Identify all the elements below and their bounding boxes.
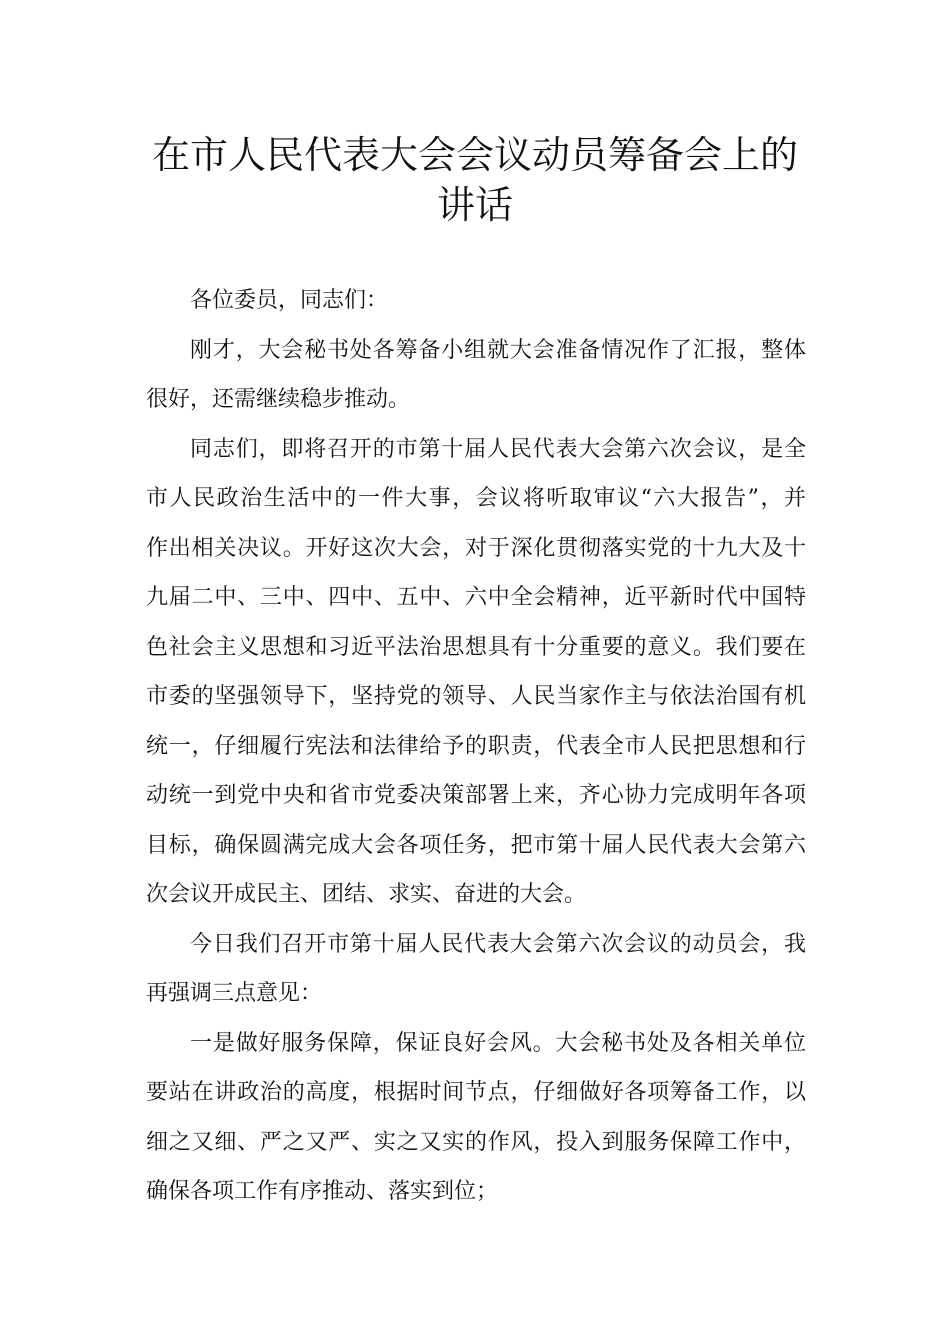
body-line: 作出相关决议。开好这次大会，对于深化贯彻落实党的十九大及十 bbox=[146, 535, 806, 561]
body-line: 色社会主义思想和习近平法治思想具有十分重要的意义。我们要在 bbox=[146, 634, 806, 660]
body-line: 各位委员，同志们： bbox=[190, 288, 389, 313]
body-line: 次会议开成民主、团结、求实、奋进的大会。 bbox=[146, 882, 587, 907]
body-line: 很好，还需继续稳步推动。 bbox=[146, 387, 411, 412]
body-line: 刚才，大会秘书处各筹备小组就大会准备情况作了汇报，整体 bbox=[190, 337, 806, 363]
body-line: 细之又细、严之又严、实之又实的作风，投入到服务保障工作中， bbox=[146, 1129, 806, 1155]
body-line: 市委的坚强领导下，坚持党的领导、人民当家作主与依法治国有机 bbox=[146, 684, 806, 709]
body-line: 统一，仔细履行宪法和法律给予的职责，代表全市人民把思想和行 bbox=[146, 733, 806, 759]
body-line: 确保各项工作有序推动、落实到位； bbox=[146, 1179, 499, 1204]
body-line: 一是做好服务保障，保证良好会风。大会秘书处及各相关单位 bbox=[190, 1030, 806, 1056]
body-line: 市人民政治生活中的一件大事，会议将听取审议“六大报告”，并 bbox=[146, 486, 806, 511]
body-line: 同志们，即将召开的市第十届人民代表大会第六次会议，是全 bbox=[190, 436, 806, 462]
body-line: 要站在讲政治的高度，根据时间节点，仔细做好各项筹备工作，以 bbox=[146, 1080, 806, 1105]
document-title-line-2: 讲话 bbox=[436, 183, 513, 227]
document-body bbox=[146, 276, 806, 1217]
body-line: 再强调三点意见： bbox=[146, 981, 323, 1006]
body-line: 动统一到党中央和省市党委决策部署上来，齐心协力完成明年各项 bbox=[146, 783, 806, 808]
body-line: 九届二中、三中、四中、五中、六中全会精神，近平新时代中国特 bbox=[146, 585, 806, 610]
document-title-line-1: 在市人民代表大会会议动员筹备会上的 bbox=[151, 133, 798, 177]
body-line: 今日我们召开市第十届人民代表大会第六次会议的动员会，我 bbox=[190, 931, 806, 957]
body-line: 目标，确保圆满完成大会各项任务，把市第十届人民代表大会第六 bbox=[146, 832, 806, 858]
